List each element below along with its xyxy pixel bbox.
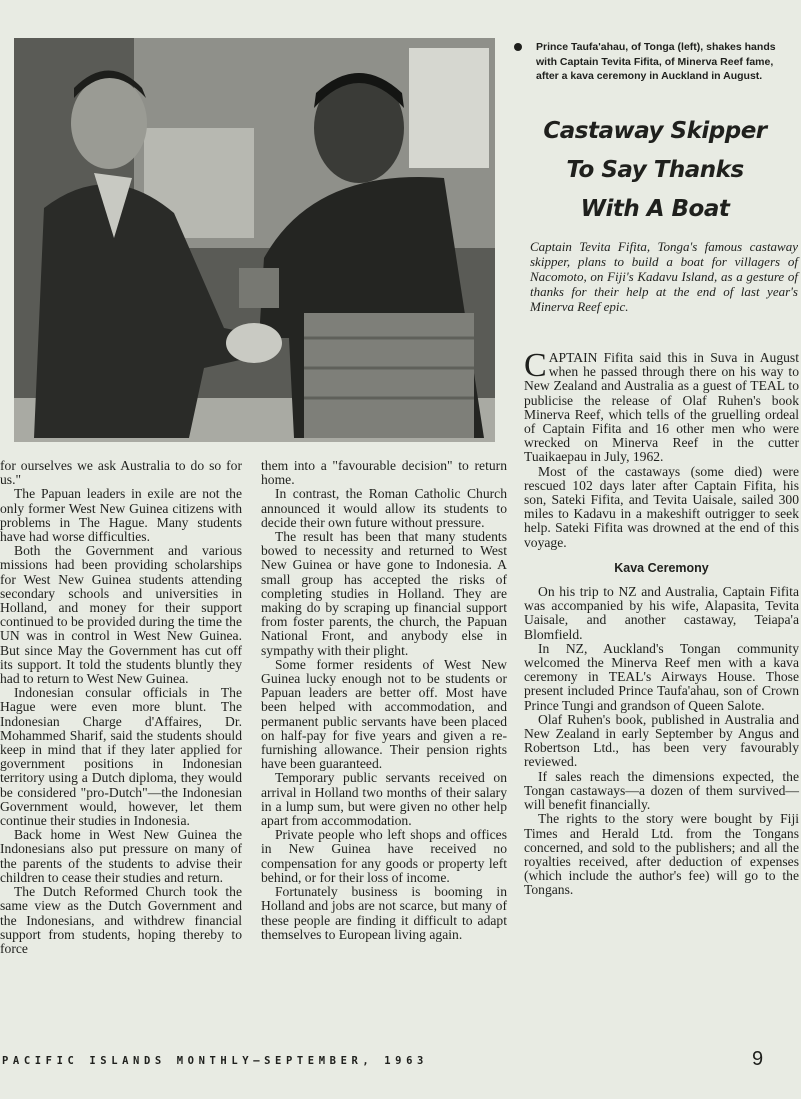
bullet-icon [514,43,522,51]
paragraph: In NZ, Auckland's Tongan community welcomed the Minerva Reef men with a kava ceremony in TEAL's Airways House. Those present included Prince Taufa'ahau, son of Crown Prince Tungi and grandson of Queen Salote. [524,640,799,713]
paragraph: Olaf Ruhen's book, published in Australia and New Zealand in early September by Angus and Robertson Ltd., has been very favourably reviewed. [524,711,799,770]
paragraph: On his trip to NZ and Australia, Captain Fifita was accompanied by his wife, Alapasita, Tevita Uaisale, and another castaway, Teiapa'a Blomfield. [524,584,799,642]
text-column-1 [0,459,242,956]
paragraph: Some former residents of West New Guinea lucky enough not to be students or Papuan leaders are better off. Most have been helped with accommodation, and permanent public servants have been placed on half-pay for five years and given a re-furnishing allowance. Their pension rights have been guaranteed. [261,656,507,772]
page-footer: PACIFIC ISLANDS MONTHLY—SEPTEMBER, 1963 [2,1055,428,1067]
article-standfirst: Captain Tevita Fifita, Tonga's famous castaway skipper, plans to build a boat for villagers of Nacomoto, on Fiji's Kadavu Island, as a gesture of thanks for their help at the end of last year's Minerva Reef epic. [530,239,798,314]
page-number: 9 [752,1048,764,1070]
paragraph: them into a "favourable decision" to return home. [261,458,507,488]
text-column-3 [524,347,799,898]
paragraph: The Papuan leaders in exile are not the only former West New Guinea citizens with problems in The Hague. Many students have had worse difficulties. [0,486,242,545]
headline-line: With A Boat [580,196,730,222]
paragraph: Back home in West New Guinea the Indonesians also put pressure on many of the parents of the students to advise their children to cease their studies and return. [0,827,242,885]
section-subhead: Kava Ceremony [614,560,709,575]
drop-cap: C [524,347,547,384]
lead-paragraph [524,347,799,465]
news-photograph [14,38,495,442]
lead-paragraph-text: APTAIN Fifita said this in Suva in August when he passed through there on his way to New Zealand and Australia as a guest of TEAL to publicise the release of Olaf Ruhen's book Minerva Reef, which tells of the gruelling ordeal of Captain Fifita and 16 other men who were wrecked on Minerva Reef in the cutter Tuaikaepau in July, 1962. [524,350,799,465]
paragraph: Temporary public servants received on arrival in Holland two months of their salary in a lump sum, but were given no other help apart from accommodation. [261,770,507,829]
paragraph: for ourselves we ask Australia to do so for us." [0,458,242,488]
paragraph: Fortunately business is booming in Holland and jobs are not scarce, but many of these people are finding it difficult to adapt themselves to European living again. [261,884,507,942]
paragraph: Private people who left shops and offices in New Guinea have received no compensation for any goods or property left behind, or for their loss of income. [261,827,507,885]
text-column-2 [261,459,507,942]
paragraph: The Dutch Reformed Church took the same view as the Dutch Government and the Indonesians, and withdrew financial support from students, hoping thereby to force [0,884,242,956]
paragraph: The result has been that many students bowed to necessity and returned to West New Guinea or have gone to Indonesia. A small group has accepted the risks of completing studies in Holland. They are making do by scraping up financial support from foster parents, the church, the Papuan National Front, and anybody else in sympathy with their plight. [261,529,507,658]
headline-line: Castaway Skipper [543,118,767,144]
paragraph: The rights to the story were bought by Fiji Times and Herald Ltd. from the Tongans concerned, and sold to the publishers; and all the royalties received, after deduction of expenses (which include the author's fee) will go to the Tongans. [524,811,799,898]
paragraph: In contrast, the Roman Catholic Church announced it would allow its students to decide their own future without pressure. [261,486,507,530]
article-headline [512,112,798,229]
paragraph: If sales reach the dimensions expected, the Tongan castaways—a dozen of them survived—will benefit financially. [524,768,799,813]
paragraph: Most of the castaways (some died) were rescued 102 days later after Captain Fifita, his son, Sateki Fifita, and Tevita Uaisale, sailed 300 miles to Kadavu in a makeshift outrigger to seek help. Sateki Fifita was drowned at the end of this voyage. [524,463,799,550]
headline-line: To Say Thanks [566,157,744,183]
paragraph: Indonesian consular officials in The Hague were even more blunt. The Indonesian Charge d'Affaires, Dr. Mohammed Sharif, said the students should keep in mind that if they later applied for government positions in Indonesian territory using a Dutch diploma, they would be considered "pro-Dutch"—the Indonesian Government would, however, let them continue their studies in Indonesia. [0,685,242,829]
paragraph: Both the Government and various missions had been providing scholarships for West New Guinea students attending secondary schools and universities in Holland, and money for their support continued to be provided during the time the UN was in control in West New Guinea. But since May the Government has cut off its support. It told the students bluntly they had to return to West New Guinea. [0,543,242,687]
photo-handshake-illustration [14,38,495,442]
photo-caption: Prince Taufa'ahau, of Tonga (left), shakes hands with Captain Tevita Fifita, of Minerva Reef fame, after a kava ceremony in Auckland in August. [536,40,798,84]
